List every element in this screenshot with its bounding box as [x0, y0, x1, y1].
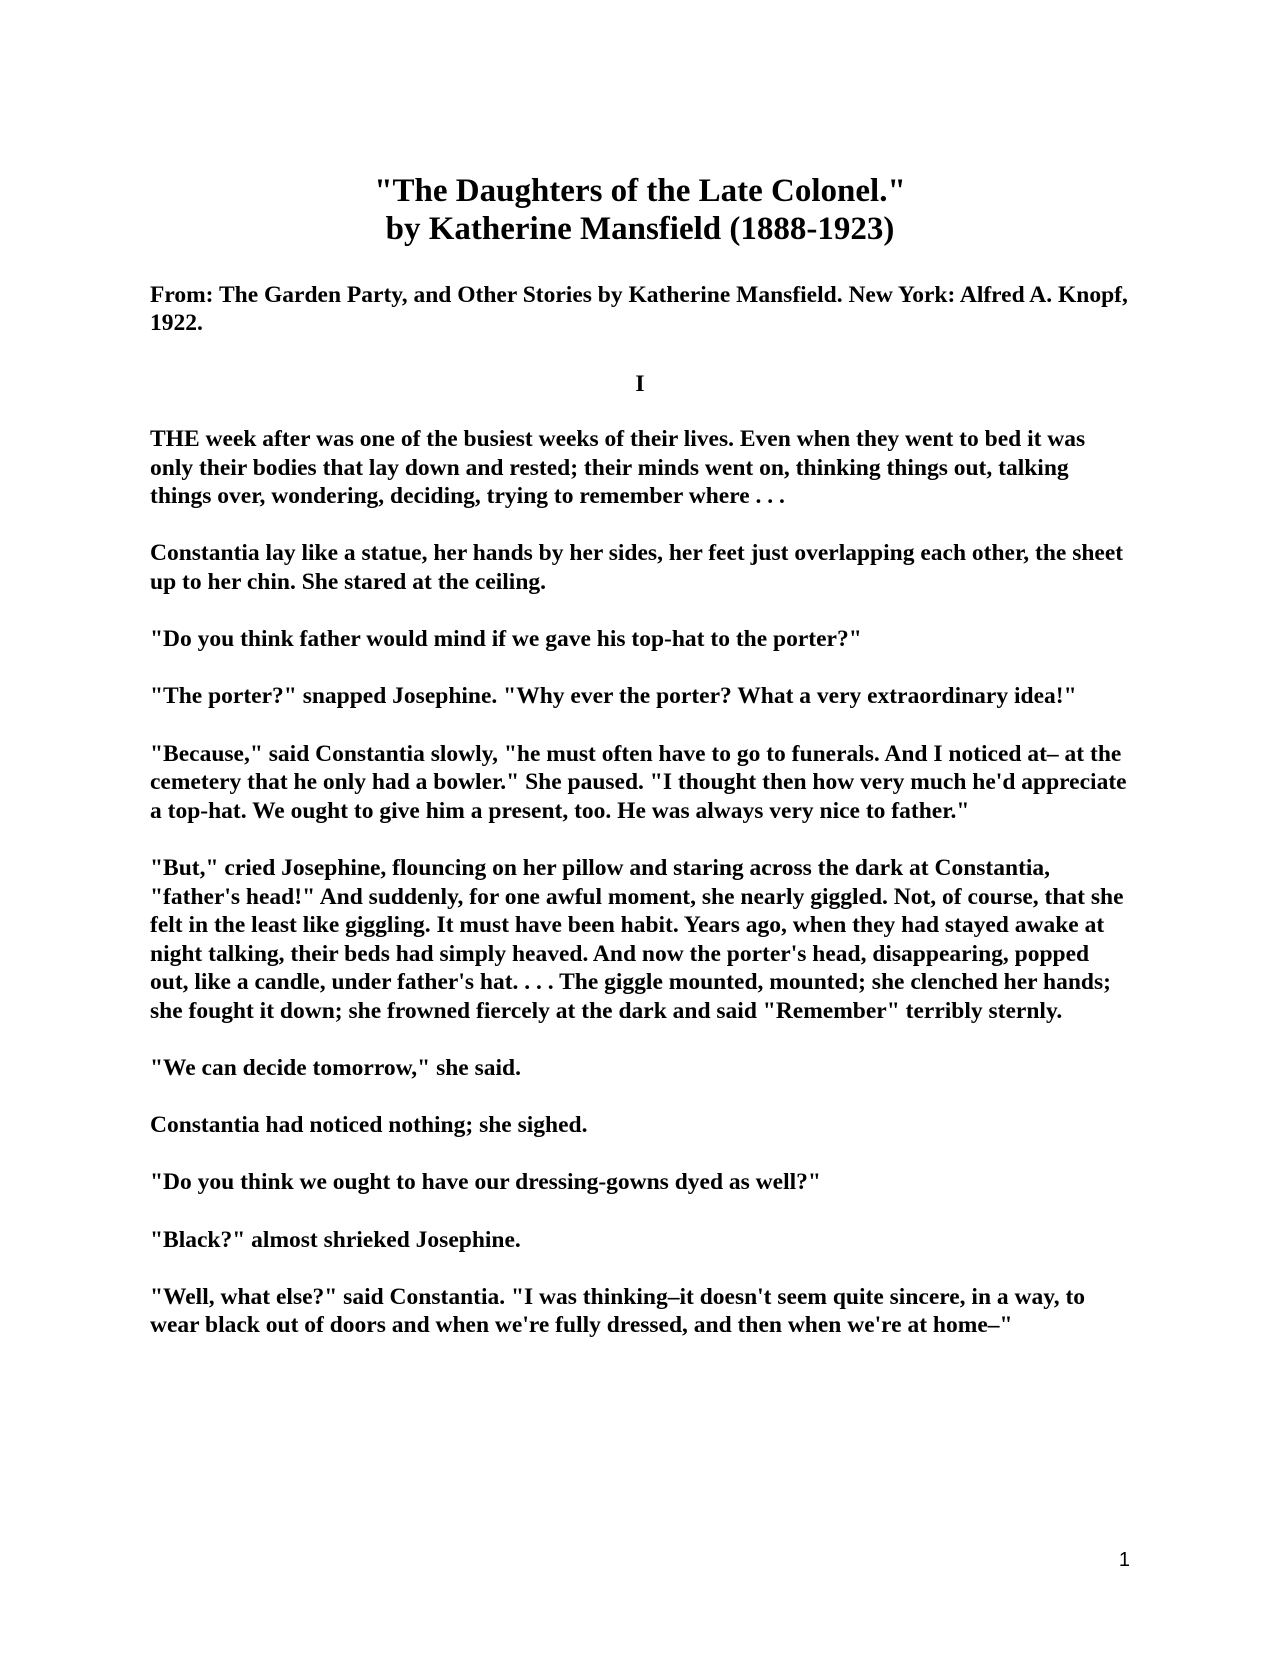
paragraph: "Because," said Constantia slowly, "he must often have to go to funerals. And I noticed at– at the cemetery that he only had a bowler." She paused. "I thought then how very much he'd appreciate a top-hat. We ought to give him a present, too. He was always very nice to father." — [150, 740, 1127, 824]
story-title: "The Daughters of the Late Colonel." — [374, 173, 906, 209]
source-citation: From: The Garden Party, and Other Stories by Katherine Mansfield. New York: Alfred A. Knopf, 1922. — [150, 282, 1128, 336]
title-block — [0, 172, 1280, 248]
paragraph: THE week after was one of the busiest weeks of their lives. Even when they went to bed it was only their bodies that lay down and rested; their minds went on, thinking things out, talking things over, wondering, deciding, trying to remember where . . . — [150, 426, 1086, 510]
paragraph: "We can decide tomorrow," she said. — [150, 1055, 521, 1082]
paragraph: "The porter?" snapped Josephine. "Why ever the porter? What a very extraordinary idea!" — [150, 683, 1077, 710]
paragraph: "Do you think father would mind if we gave his top-hat to the porter?" — [150, 626, 862, 653]
paragraph: "Black?" almost shrieked Josephine. — [150, 1226, 521, 1253]
author-byline: by Katherine Mansfield (1888-1923) — [385, 211, 895, 247]
paragraph: Constantia had noticed nothing; she sighed. — [150, 1112, 588, 1139]
section-heading: I — [635, 371, 645, 397]
paragraph: "Well, what else?" said Constantia. "I was thinking–it doesn't seem quite sincere, in a way, to wear black out of doors and when we're fully dressed, and then when we're at home–" — [150, 1283, 1086, 1339]
paragraph: "Do you think we ought to have our dressing-gowns dyed as well?" — [150, 1169, 821, 1196]
story-body — [150, 425, 1128, 1369]
page-number: 1 — [1118, 1549, 1130, 1571]
paragraph: Constantia lay like a statue, her hands by her sides, her feet just overlapping each other, the sheet up to her chin. She stared at the ceiling. — [150, 540, 1124, 595]
paragraph: "But," cried Josephine, flouncing on her pillow and staring across the dark at Constantia, "father's head!" And suddenly, for one awful moment, she nearly giggled. Not, of course, that she felt in the least like giggling. It must have been habit. Years ago, when they had stayed awake at night talking, their beds had simply heaved. And now the porter's head, disappearing, popped out, like a candle, under father's hat. . . . The giggle mounted, mounted; she clenched her hands; she fought it down; she frowned fiercely at the dark and said "Remember" terribly sternly. — [150, 854, 1124, 1024]
